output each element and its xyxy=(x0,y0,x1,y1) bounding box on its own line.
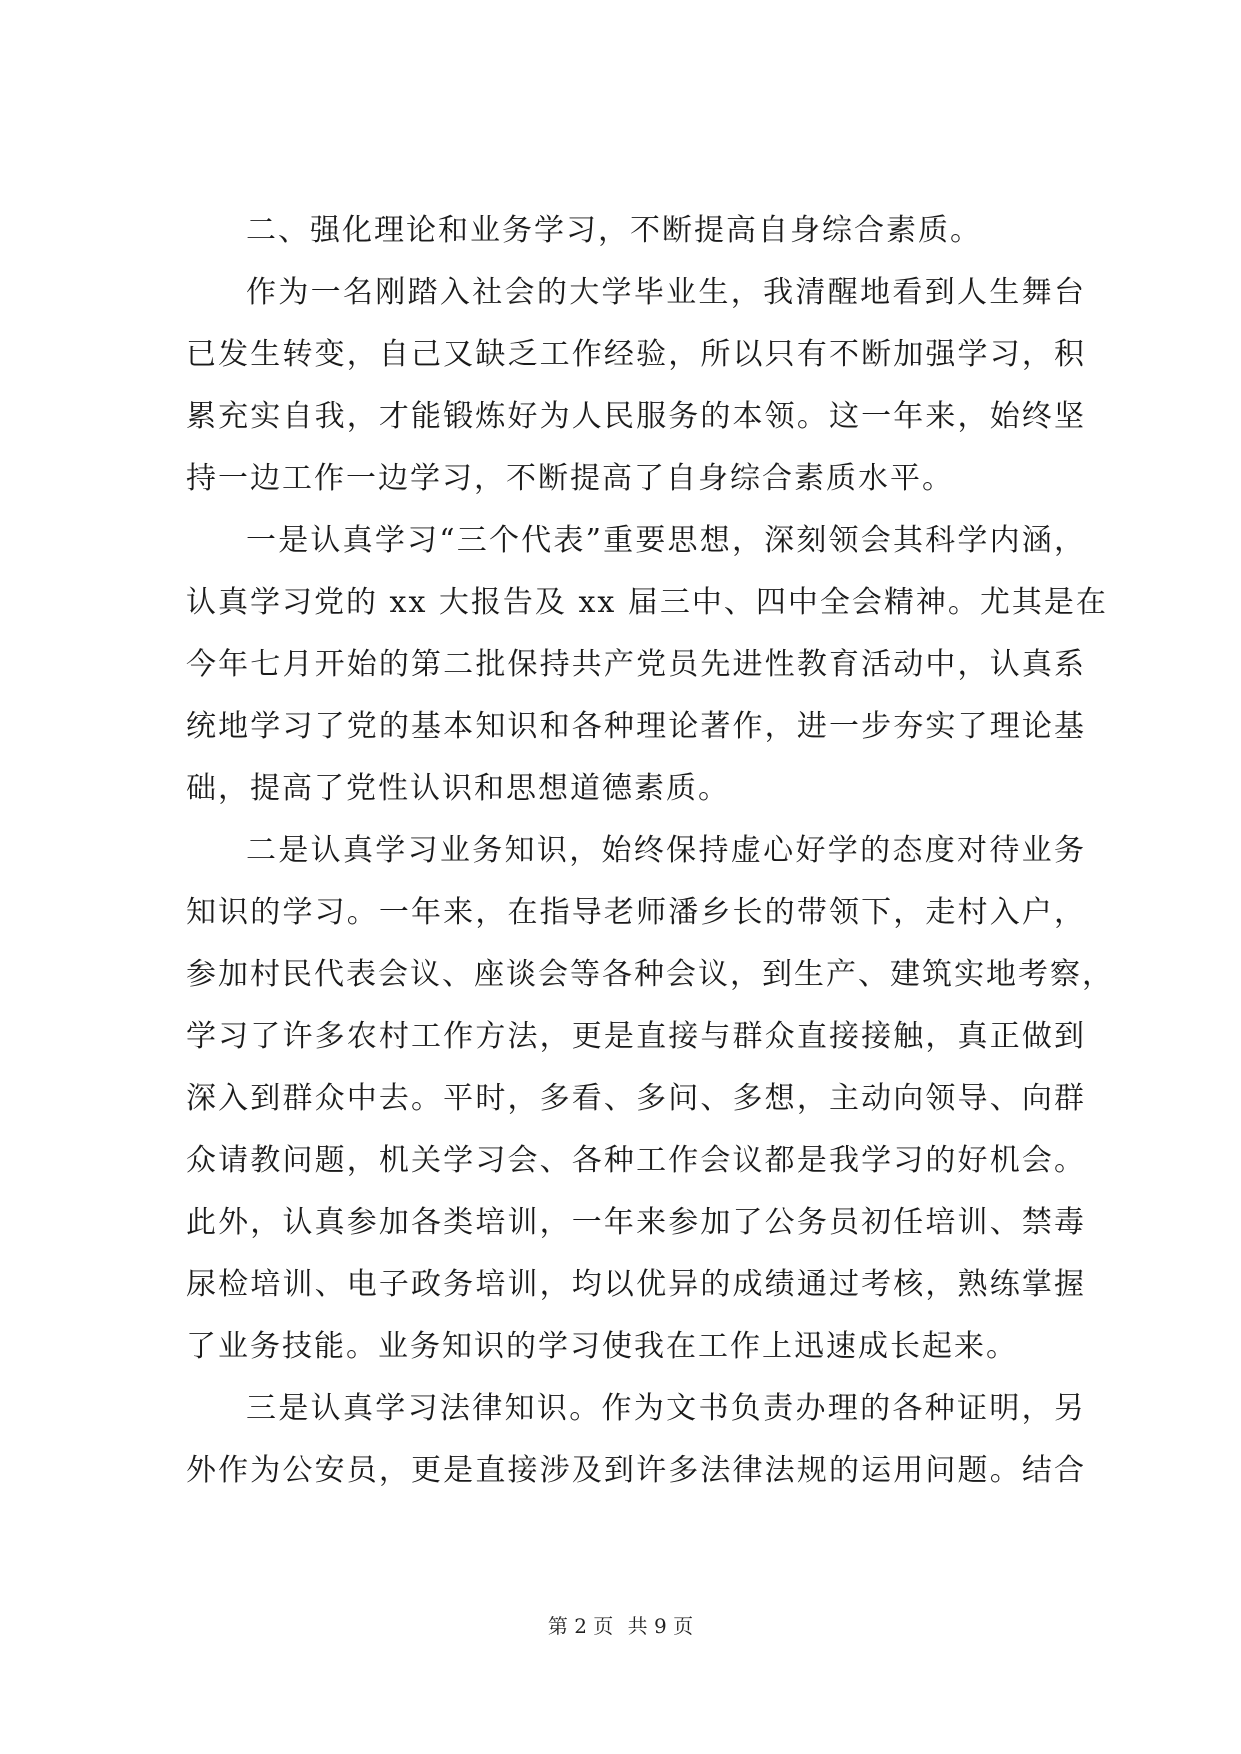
paragraph-business-study xyxy=(186,820,1114,1378)
page-total: 共 9 页 xyxy=(627,1614,694,1638)
text-line: 二、强化理论和业务学习，不断提高自身综合素质。 xyxy=(246,213,982,248)
text-line: 外作为公安员，更是直接涉及到许多法律法规的运用问题。结合 xyxy=(186,1453,1086,1488)
document-body xyxy=(186,200,1114,1502)
text-line: 认真学习党的 xx 大报告及 xx 届三中、四中全会精神。尤其是在 xyxy=(186,585,1108,620)
text-line: 知识的学习。一年来，在指导老师潘乡长的带领下，走村入户， xyxy=(186,895,1086,930)
paragraph-law-study xyxy=(186,1378,1086,1502)
text-line: 持一边工作一边学习，不断提高了自身综合素质水平。 xyxy=(186,461,954,496)
text-line: 统地学习了党的基本知识和各种理论著作，进一步夯实了理论基 xyxy=(186,709,1086,744)
text-line: 了业务技能。业务知识的学习使我在工作上迅速成长起来。 xyxy=(186,1329,1018,1364)
paragraph-intro xyxy=(186,262,1086,510)
text-line: 今年七月开始的第二批保持共产党员先进性教育活动中，认真系 xyxy=(186,647,1086,682)
text-line: 础，提高了党性认识和思想道德素质。 xyxy=(186,771,730,806)
text-line: 深入到群众中去。平时，多看、多问、多想，主动向领导、向群 xyxy=(186,1081,1086,1116)
paragraph-theory-study xyxy=(186,510,1108,820)
text-line: 累充实自我，才能锻炼好为人民服务的本领。这一年来，始终坚 xyxy=(186,399,1086,434)
page-footer xyxy=(0,1612,1241,1640)
text-line: 作为一名刚踏入社会的大学毕业生，我清醒地看到人生舞台 xyxy=(246,275,1086,310)
text-line: 学习了许多农村工作方法，更是直接与群众直接接触，真正做到 xyxy=(186,1019,1086,1054)
text-line: 众请教问题，机关学习会、各种工作会议都是我学习的好机会。 xyxy=(186,1143,1086,1178)
text-line: 二是认真学习业务知识，始终保持虚心好学的态度对待业务 xyxy=(246,833,1086,868)
section-heading xyxy=(186,200,1086,262)
text-line: 三是认真学习法律知识。作为文书负责办理的各种证明，另 xyxy=(246,1391,1086,1426)
text-line: 尿检培训、电子政务培训，均以优异的成绩通过考核，熟练掌握 xyxy=(186,1267,1086,1302)
page-number: 第 2 页 xyxy=(547,1614,614,1638)
text-line: 此外，认真参加各类培训，一年来参加了公务员初任培训、禁毒 xyxy=(186,1205,1086,1240)
text-line: 参加村民代表会议、座谈会等各种会议，到生产、建筑实地考察， xyxy=(186,957,1114,992)
text-line: 已发生转变，自己又缺乏工作经验，所以只有不断加强学习，积 xyxy=(186,337,1086,372)
text-line: 一是认真学习“三个代表”重要思想，深刻领会其科学内涵， xyxy=(246,523,1086,558)
